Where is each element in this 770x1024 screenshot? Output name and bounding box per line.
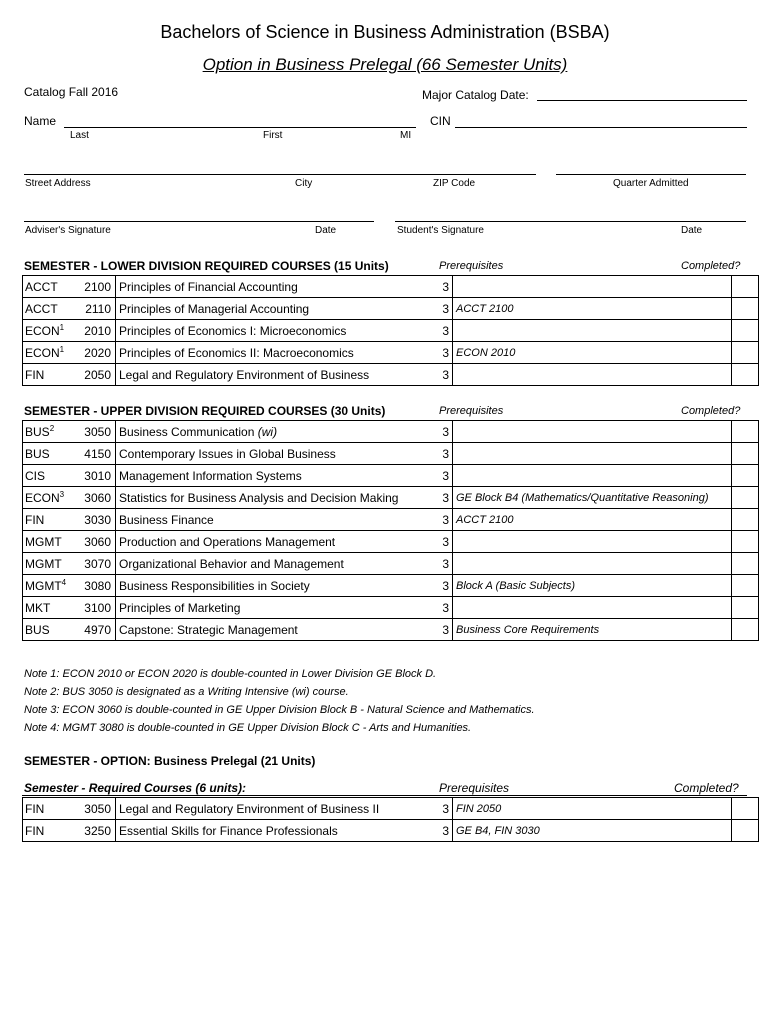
course-title-text: Production and Operations Management bbox=[119, 534, 336, 549]
note-2: Note 2: BUS 3050 is designated as a Writing Intensive (wi) course. bbox=[24, 686, 349, 698]
zip-label: ZIP Code bbox=[433, 178, 476, 189]
course-prerequisite bbox=[453, 531, 732, 553]
course-dept bbox=[23, 509, 72, 531]
course-title bbox=[116, 509, 430, 531]
course-units: 3 bbox=[429, 320, 453, 342]
course-row bbox=[23, 342, 759, 364]
course-number: 4970 bbox=[84, 622, 111, 637]
course-prerequisite: Block A (Basic Subjects) bbox=[453, 575, 732, 597]
course-row bbox=[23, 820, 759, 842]
option-subheading: Semester - Required Courses (6 units): bbox=[24, 781, 247, 795]
course-prerequisite: FIN 2050 bbox=[453, 798, 732, 820]
upper-completed-header: Completed? bbox=[681, 405, 741, 417]
completed-checkbox[interactable] bbox=[732, 443, 759, 465]
course-dept-text: ECON bbox=[25, 491, 60, 505]
course-title-text: Legal and Regulatory Environment of Business bbox=[119, 367, 370, 382]
course-dept-text: FIN bbox=[25, 367, 45, 382]
course-dept bbox=[23, 443, 72, 465]
course-units: 3 bbox=[429, 276, 453, 298]
completed-checkbox[interactable] bbox=[732, 575, 759, 597]
course-number: 2010 bbox=[84, 323, 111, 338]
course-title-text: Principles of Marketing bbox=[119, 600, 241, 615]
course-row bbox=[23, 509, 759, 531]
course-prerequisite bbox=[453, 443, 732, 465]
option-heading: SEMESTER - OPTION: Business Prelegal (21 Units) bbox=[24, 754, 316, 768]
option-completed-header: Completed? bbox=[674, 781, 739, 795]
completed-checkbox[interactable] bbox=[732, 364, 759, 386]
course-title bbox=[116, 342, 430, 364]
course-units: 3 bbox=[429, 798, 453, 820]
footnote-marker: 1 bbox=[59, 345, 65, 354]
course-units: 3 bbox=[429, 509, 453, 531]
course-number: 3080 bbox=[84, 578, 111, 593]
course-units: 3 bbox=[429, 553, 453, 575]
course-row bbox=[23, 364, 759, 386]
course-title bbox=[116, 443, 430, 465]
course-row bbox=[23, 276, 759, 298]
course-dept-text: MGMT bbox=[25, 556, 62, 571]
course-dept bbox=[23, 820, 72, 842]
course-dept bbox=[23, 364, 72, 386]
course-prerequisite bbox=[453, 553, 732, 575]
upper-prereq-header: Prerequisites bbox=[439, 405, 504, 417]
course-number: 3060 bbox=[84, 490, 111, 505]
course-dept bbox=[23, 619, 72, 641]
course-title-text: Capstone: Strategic Management bbox=[119, 622, 298, 637]
course-units: 3 bbox=[429, 364, 453, 386]
course-title-text: Organizational Behavior and Management bbox=[119, 556, 344, 571]
course-dept bbox=[23, 276, 72, 298]
course-title bbox=[116, 364, 430, 386]
footnote-marker: 2 bbox=[49, 424, 55, 433]
footnote-marker: 4 bbox=[61, 578, 67, 587]
course-row bbox=[23, 421, 759, 443]
course-units: 3 bbox=[429, 820, 453, 842]
option-prereq-header: Prerequisites bbox=[439, 781, 510, 795]
completed-checkbox[interactable] bbox=[732, 342, 759, 364]
course-title bbox=[116, 421, 430, 443]
lower-prereq-header: Prerequisites bbox=[439, 260, 504, 272]
upper-division-table bbox=[22, 420, 759, 641]
course-row bbox=[23, 553, 759, 575]
course-prerequisite: ACCT 2100 bbox=[453, 509, 732, 531]
completed-checkbox[interactable] bbox=[732, 820, 759, 842]
course-prerequisite bbox=[453, 364, 732, 386]
course-units: 3 bbox=[429, 298, 453, 320]
footnote-marker: 3 bbox=[59, 490, 65, 499]
course-number: 2110 bbox=[85, 301, 111, 316]
course-prerequisite: GE B4, FIN 3030 bbox=[453, 820, 732, 842]
quarter-admitted-field[interactable] bbox=[556, 174, 746, 175]
note-1: Note 1: ECON 2010 or ECON 2020 is double-counted in Lower Division GE Block D. bbox=[24, 668, 437, 680]
course-units: 3 bbox=[429, 575, 453, 597]
completed-checkbox[interactable] bbox=[732, 553, 759, 575]
course-title-text: Principles of Economics I: Microeconomics bbox=[119, 323, 347, 338]
cin-label: CIN bbox=[430, 114, 451, 128]
course-title bbox=[116, 298, 430, 320]
course-dept bbox=[23, 531, 72, 553]
course-number: 3250 bbox=[84, 823, 111, 838]
course-title-text: Management Information Systems bbox=[119, 468, 302, 483]
course-dept bbox=[23, 465, 72, 487]
student-signature-label: Student's Signature bbox=[397, 225, 484, 236]
completed-checkbox[interactable] bbox=[732, 320, 759, 342]
course-number: 3030 bbox=[84, 512, 111, 527]
course-title bbox=[116, 465, 430, 487]
adviser-date-label: Date bbox=[315, 225, 337, 236]
option-table bbox=[22, 797, 759, 842]
course-row bbox=[23, 619, 759, 641]
course-number: 3010 bbox=[84, 468, 111, 483]
course-dept-text: ECON bbox=[25, 324, 60, 338]
lower-completed-header: Completed? bbox=[681, 260, 741, 272]
course-row bbox=[23, 531, 759, 553]
course-units: 3 bbox=[429, 342, 453, 364]
completed-checkbox[interactable] bbox=[732, 531, 759, 553]
completed-checkbox[interactable] bbox=[732, 276, 759, 298]
course-dept-text: MKT bbox=[25, 600, 51, 615]
course-units: 3 bbox=[429, 597, 453, 619]
course-title-text: Essential Skills for Finance Professionals bbox=[119, 823, 338, 838]
course-units: 3 bbox=[429, 465, 453, 487]
address-field[interactable] bbox=[24, 174, 536, 175]
note-4: Note 4: MGMT 3080 is double-counted in GE Upper Division Block C - Arts and Humanities. bbox=[24, 722, 472, 734]
course-dept-text: FIN bbox=[25, 823, 45, 838]
course-dept-text: ACCT bbox=[25, 279, 58, 294]
course-title-text: Legal and Regulatory Environment of Business II bbox=[119, 801, 380, 816]
course-prerequisite bbox=[453, 465, 732, 487]
course-title bbox=[116, 553, 430, 575]
course-title-suffix: (wi) bbox=[257, 424, 278, 439]
course-title-text: Principles of Managerial Accounting bbox=[119, 301, 310, 316]
course-title-text: Business Communication bbox=[119, 424, 255, 439]
completed-checkbox[interactable] bbox=[732, 619, 759, 641]
course-dept bbox=[23, 597, 72, 619]
lower-division-heading: SEMESTER - LOWER DIVISION REQUIRED COURSES (15 Units) bbox=[24, 259, 389, 273]
course-number: 2050 bbox=[84, 367, 111, 382]
cin-field[interactable] bbox=[455, 127, 747, 128]
course-row bbox=[23, 443, 759, 465]
course-dept-text: MGMT bbox=[25, 579, 62, 593]
completed-checkbox[interactable] bbox=[732, 487, 759, 509]
course-row bbox=[23, 798, 759, 820]
course-dept bbox=[23, 320, 72, 342]
course-number: 3050 bbox=[84, 424, 111, 439]
course-row bbox=[23, 298, 759, 320]
adviser-signature-label: Adviser's Signature bbox=[25, 225, 111, 236]
course-number: 3100 bbox=[84, 600, 111, 615]
course-prerequisite bbox=[453, 597, 732, 619]
upper-division-heading: SEMESTER - UPPER DIVISION REQUIRED COURSES (30 Units) bbox=[24, 404, 386, 418]
course-prerequisite bbox=[453, 276, 732, 298]
course-dept bbox=[23, 553, 72, 575]
course-row bbox=[23, 597, 759, 619]
street-address-label: Street Address bbox=[25, 178, 91, 189]
course-row bbox=[23, 465, 759, 487]
course-units: 3 bbox=[429, 487, 453, 509]
completed-checkbox[interactable] bbox=[732, 465, 759, 487]
student-signature-field[interactable] bbox=[395, 221, 746, 222]
mi-label: MI bbox=[400, 130, 412, 141]
course-dept-text: ECON bbox=[25, 346, 60, 360]
course-title bbox=[116, 597, 430, 619]
adviser-signature-field[interactable] bbox=[24, 221, 374, 222]
completed-checkbox[interactable] bbox=[732, 509, 759, 531]
course-prerequisite: GE Block B4 (Mathematics/Quantitative Reasoning) bbox=[453, 487, 732, 509]
lower-division-table bbox=[22, 275, 759, 386]
first-label: First bbox=[263, 130, 283, 141]
course-title bbox=[116, 798, 430, 820]
course-dept bbox=[23, 421, 72, 443]
catalog-label: Catalog Fall 2016 bbox=[24, 85, 119, 99]
course-number: 2100 bbox=[84, 279, 111, 294]
course-units: 3 bbox=[429, 443, 453, 465]
course-title-text: Principles of Economics II: Macroeconomics bbox=[119, 345, 354, 360]
course-row bbox=[23, 575, 759, 597]
course-row bbox=[23, 487, 759, 509]
course-title-text: Principles of Financial Accounting bbox=[119, 279, 298, 294]
course-units: 3 bbox=[429, 531, 453, 553]
course-title bbox=[116, 619, 430, 641]
course-dept-text: FIN bbox=[25, 512, 45, 527]
course-title-text: Business Responsibilities in Society bbox=[119, 578, 310, 593]
course-title-text: Statistics for Business Analysis and Decision Making bbox=[119, 490, 399, 505]
course-number: 3070 bbox=[84, 556, 111, 571]
course-prerequisite: ECON 2010 bbox=[453, 342, 732, 364]
course-dept bbox=[23, 487, 72, 509]
course-title bbox=[116, 276, 430, 298]
course-prerequisite bbox=[453, 421, 732, 443]
course-title bbox=[116, 820, 430, 842]
name-label: Name bbox=[24, 114, 57, 128]
course-prerequisite: Business Core Requirements bbox=[453, 619, 732, 641]
major-catalog-date-label: Major Catalog Date: bbox=[422, 88, 529, 102]
course-title bbox=[116, 575, 430, 597]
quarter-admitted-label: Quarter Admitted bbox=[613, 178, 689, 189]
completed-checkbox[interactable] bbox=[732, 597, 759, 619]
page-title: Bachelors of Science in Business Administration (BSBA) bbox=[160, 22, 610, 42]
course-dept-text: CIS bbox=[25, 468, 46, 483]
course-dept-text: MGMT bbox=[25, 534, 62, 549]
course-dept-text: FIN bbox=[25, 801, 45, 816]
course-number: 4150 bbox=[84, 446, 111, 461]
course-dept bbox=[23, 342, 72, 364]
course-dept bbox=[23, 575, 72, 597]
page-subtitle: Option in Business Prelegal (66 Semester Units) bbox=[202, 55, 568, 74]
course-dept bbox=[23, 798, 72, 820]
student-date-label: Date bbox=[681, 225, 703, 236]
completed-checkbox[interactable] bbox=[732, 798, 759, 820]
course-units: 3 bbox=[429, 421, 453, 443]
course-title-text: Contemporary Issues in Global Business bbox=[119, 446, 336, 461]
option-subheading-rule bbox=[22, 795, 747, 796]
course-row bbox=[23, 320, 759, 342]
footnote-marker: 1 bbox=[59, 323, 65, 332]
note-3: Note 3: ECON 3060 is double-counted in GE Upper Division Block B - Natural Science and Mathematics. bbox=[24, 704, 535, 716]
last-label: Last bbox=[70, 130, 89, 141]
course-title bbox=[116, 531, 430, 553]
course-dept-text: ACCT bbox=[25, 301, 58, 316]
course-units: 3 bbox=[429, 619, 453, 641]
course-dept bbox=[23, 298, 72, 320]
course-title bbox=[116, 487, 430, 509]
course-dept-text: BUS bbox=[25, 446, 50, 461]
city-label: City bbox=[295, 178, 313, 189]
course-number: 3060 bbox=[84, 534, 111, 549]
major-catalog-date-field[interactable] bbox=[537, 100, 747, 101]
course-number: 2020 bbox=[84, 345, 111, 360]
course-dept-text: BUS bbox=[25, 425, 50, 439]
course-title bbox=[116, 320, 430, 342]
course-prerequisite: ACCT 2100 bbox=[453, 298, 732, 320]
course-number: 3050 bbox=[84, 801, 111, 816]
completed-checkbox[interactable] bbox=[732, 298, 759, 320]
course-dept-text: BUS bbox=[25, 622, 50, 637]
course-title-text: Business Finance bbox=[119, 512, 214, 527]
course-prerequisite bbox=[453, 320, 732, 342]
completed-checkbox[interactable] bbox=[732, 421, 759, 443]
name-field[interactable] bbox=[64, 127, 416, 128]
